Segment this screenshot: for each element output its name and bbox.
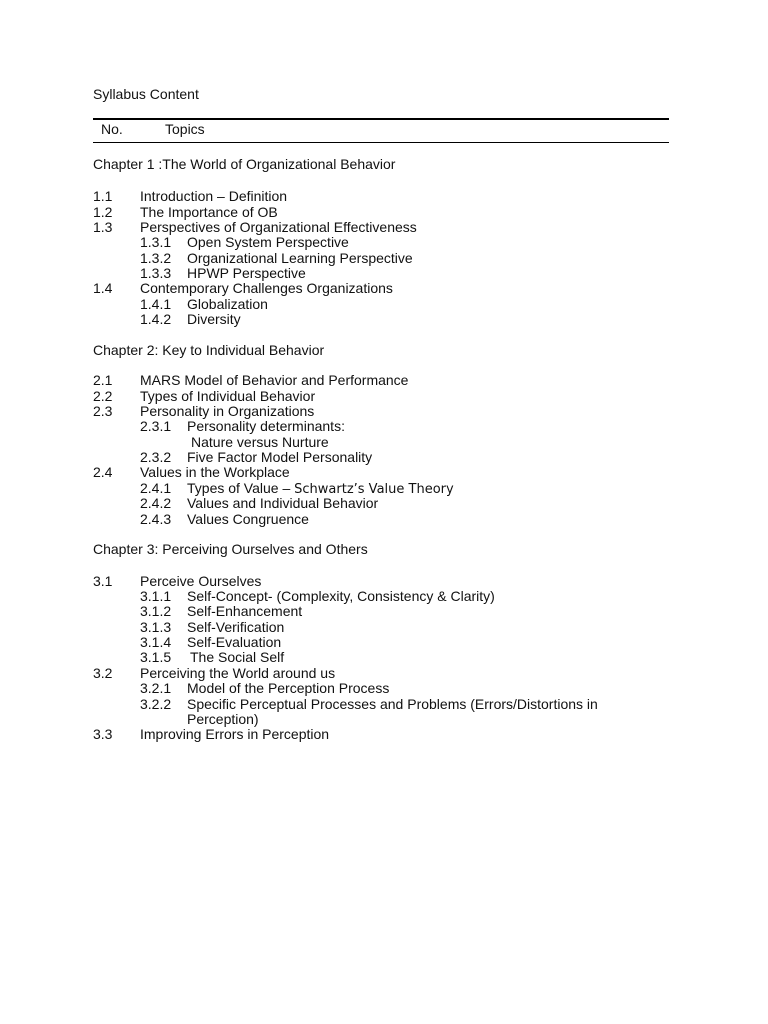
item-text: Perception) [187, 711, 259, 727]
item-text: Values Congruence [187, 511, 309, 527]
table-header-top-rule [93, 118, 669, 120]
chapter-3-title: Chapter 3: Perceiving Ourselves and Others [93, 541, 368, 557]
column-header-no: No. [101, 121, 123, 137]
item-text: Organizational Learning Perspective [187, 250, 413, 266]
item-number: 3.2 [93, 665, 113, 681]
item-number: 1.1 [93, 188, 113, 204]
item-number: 3.1.3 [140, 619, 172, 635]
item-text-extra: Schwartz’s Value Theory [294, 482, 454, 497]
item-number: 3.1.2 [140, 603, 172, 619]
item-number: 1.3 [93, 219, 113, 235]
item-number: 2.3.1 [140, 418, 172, 434]
item-text: Introduction – Definition [140, 188, 288, 204]
item-text: Perceiving the World around us [140, 665, 336, 681]
item-text: Personality in Organizations [140, 403, 315, 419]
item-text: Personality determinants: [187, 418, 345, 434]
item-text: Types of Individual Behavior [140, 388, 316, 404]
item-text: Improving Errors in Perception [140, 726, 330, 742]
item-text: The Social Self [190, 649, 285, 665]
item-text: Perspectives of Organizational Effectiveness [140, 219, 417, 235]
item-number: 2.2 [93, 388, 113, 404]
chapter-2-title: Chapter 2: Key to Individual Behavior [93, 342, 325, 358]
item-number: 2.3 [93, 403, 113, 419]
item-number: 1.2 [93, 204, 113, 220]
item-text: Self-Concept- (Complexity, Consistency & Clarity) [187, 588, 495, 604]
item-text: Nature versus Nurture [191, 434, 329, 450]
item-text: Specific Perceptual Processes and Problems (Errors/Distortions in [187, 696, 598, 712]
item-text: Self-Verification [187, 619, 285, 635]
item-number: 1.4.1 [140, 296, 172, 312]
item-text: Self-Enhancement [187, 603, 303, 619]
item-text: Values in the Workplace [140, 464, 290, 480]
page-title: Syllabus Content [93, 86, 199, 102]
item-number: 3.1.4 [140, 634, 172, 650]
item-number: 2.1 [93, 372, 113, 388]
item-number: 3.1.1 [140, 588, 172, 604]
item-text: Contemporary Challenges Organizations [140, 280, 393, 296]
item-number: 1.3.1 [140, 234, 172, 250]
table-header-bottom-rule [93, 142, 669, 143]
item-text: Open System Perspective [187, 234, 349, 250]
item-text: Model of the Perception Process [187, 680, 390, 696]
item-number: 3.2.2 [140, 696, 172, 712]
item-text: Self-Evaluation [187, 634, 282, 650]
item-number: 3.2.1 [140, 680, 172, 696]
item-text: Diversity [187, 311, 241, 327]
item-text: HPWP Perspective [187, 265, 306, 281]
item-number: 2.4.3 [140, 511, 172, 527]
column-header-topics: Topics [165, 121, 205, 137]
item-number: 3.1.5 [140, 649, 172, 665]
item-text: MARS Model of Behavior and Performance [140, 372, 409, 388]
chapter-1-title: Chapter 1 :The World of Organizational Behavior [93, 156, 396, 172]
item-number: 2.3.2 [140, 449, 172, 465]
item-number: 2.4.2 [140, 495, 172, 511]
item-text: The Importance of OB [140, 204, 278, 220]
item-number: 3.1 [93, 573, 113, 589]
item-text: Globalization [187, 296, 268, 312]
item-number: 1.4 [93, 280, 113, 296]
item-number: 1.3.2 [140, 250, 172, 266]
item-text: Perceive Ourselves [140, 573, 262, 589]
item-number: 1.3.3 [140, 265, 172, 281]
item-number: 2.4.1 [140, 480, 172, 496]
item-number: 3.3 [93, 726, 113, 742]
item-text: Five Factor Model Personality [187, 449, 373, 465]
item-text: Types of Value – [187, 480, 291, 496]
item-number: 2.4 [93, 464, 113, 480]
item-text: Values and Individual Behavior [187, 495, 379, 511]
item-number: 1.4.2 [140, 311, 172, 327]
